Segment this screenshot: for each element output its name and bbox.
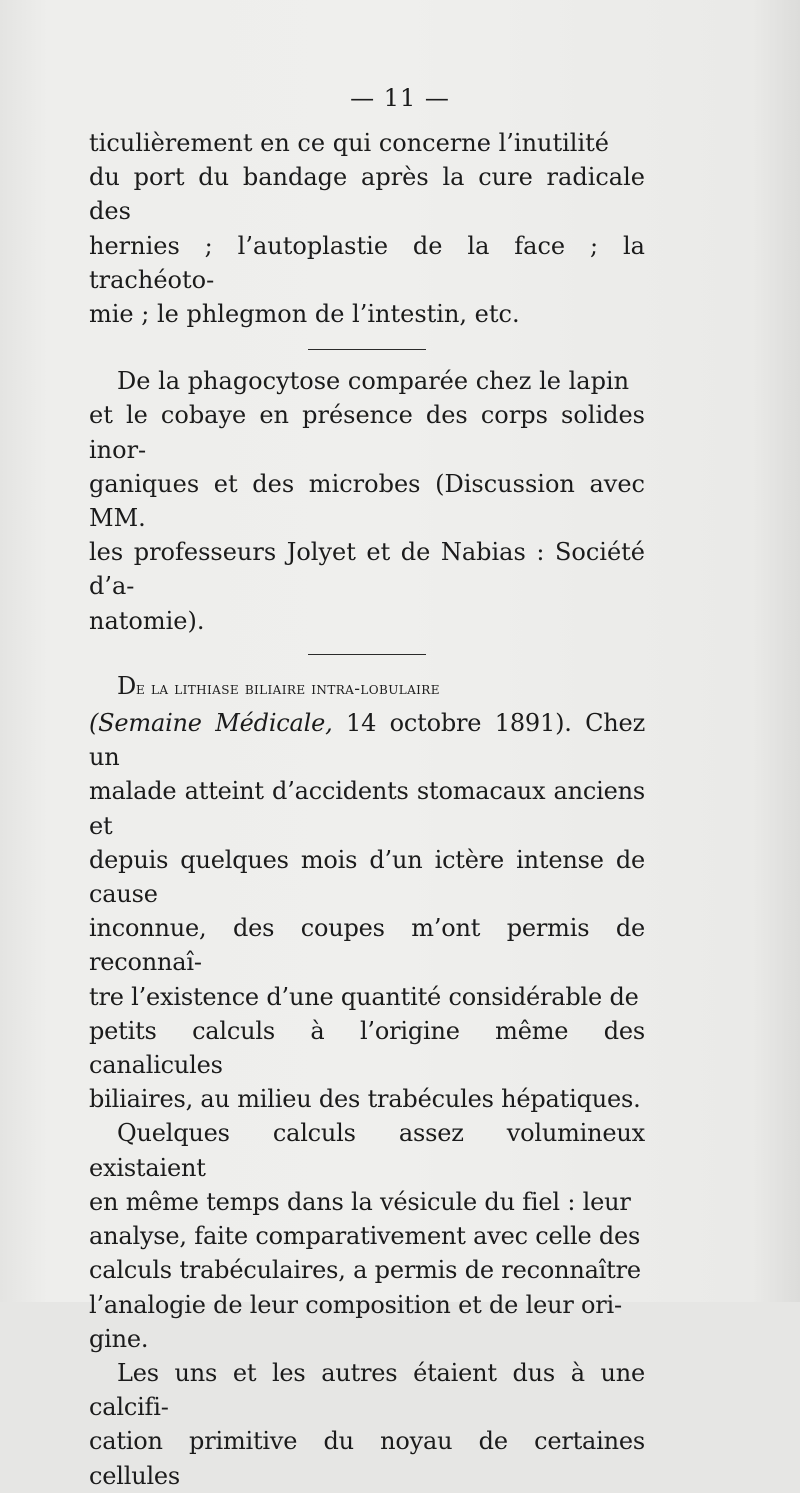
- paragraph-5: [89, 1356, 645, 1493]
- text-line: et le cobaye en présence des corps solides inor-: [89, 401, 645, 464]
- paragraph-2: [89, 364, 645, 638]
- text-line: calculs trabéculaires, a permis de reconnaître: [89, 1256, 641, 1285]
- text-line: ticulièrement en ce qui concerne l’inutilité: [89, 129, 609, 157]
- paragraph-1: [89, 126, 645, 331]
- paragraph-4: [89, 1116, 645, 1355]
- section-divider: [308, 654, 426, 655]
- text-line: du port du bandage après la cure radicale des: [89, 163, 645, 226]
- text-line: gine.: [89, 1324, 149, 1353]
- text-line: inconnue, des coupes m’ont permis de reconnaî-: [89, 914, 645, 977]
- journal-title: (Semaine Médicale,: [89, 709, 333, 738]
- body-text: [89, 126, 645, 1493]
- paragraph-3: [89, 669, 645, 1117]
- text-line: biliaires, au milieu des trabécules hépatiques.: [89, 1085, 641, 1114]
- text-line: malade atteint d’accidents stomacaux anciens et: [89, 777, 645, 840]
- text-line: tre l’existence d’une quantité considérable de: [89, 982, 639, 1011]
- text-line: en même temps dans la vésicule du fiel : leur: [89, 1187, 631, 1216]
- text-line: les professeurs Jolyet et de Nabias : Société d’a-: [89, 538, 645, 601]
- text-line: l’analogie de leur composition et de leur ori-: [89, 1290, 622, 1319]
- text-line: petits calculs à l’origine même des canalicules: [89, 1016, 645, 1080]
- text-line: cation primitive du noyau de certaines cellules: [89, 1427, 645, 1490]
- text-line: ganiques et des microbes (Discussion avec MM.: [89, 469, 645, 533]
- text-line: natomie).: [89, 606, 205, 635]
- text-line: Quelques calculs assez volumineux existaient: [89, 1119, 645, 1182]
- text-line: hernies ; l’autoplastie de la face ; la trachéoto-: [89, 231, 645, 294]
- text-line: Les uns et les autres étaient dus à une calcifi-: [89, 1358, 645, 1422]
- publication-date: 14 octobre 1891). Chez un: [89, 709, 646, 772]
- text-line: analyse, faite comparativement avec celle des: [89, 1222, 641, 1251]
- text-line: mie ; le phlegmon de l’intestin, etc.: [89, 300, 520, 329]
- section-divider: [308, 349, 426, 350]
- section-title-smallcaps: e la lithiase biliaire intra-lobulaire: [136, 678, 440, 699]
- text-line: depuis quelques mois d’un ictère intense de cause: [89, 845, 645, 909]
- page-number: — 11 —: [350, 84, 450, 112]
- section-title: [117, 672, 440, 700]
- section-title-initial: D: [117, 671, 137, 700]
- text-line: De la phagocytose comparée chez le lapin: [117, 367, 630, 396]
